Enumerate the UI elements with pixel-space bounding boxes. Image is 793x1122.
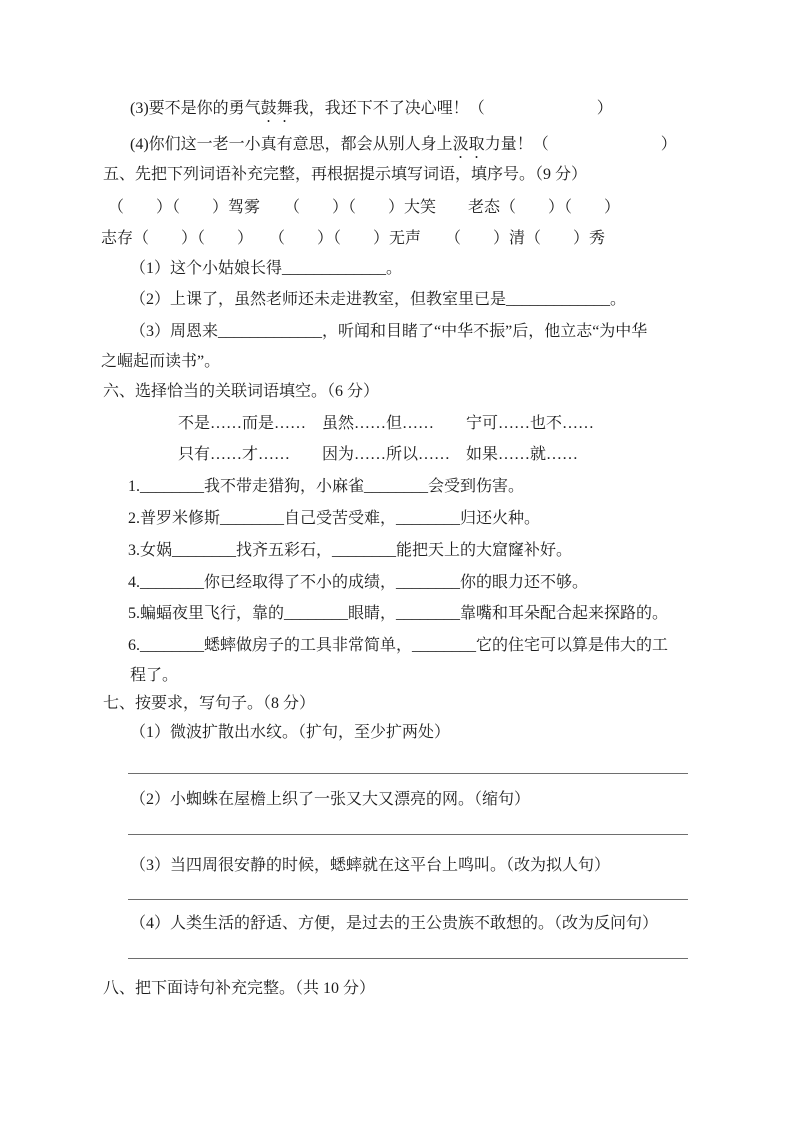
- q4-item4-post: 力量！（ ）: [484, 136, 677, 153]
- q7-answer-line-2: [128, 834, 688, 835]
- q7-answer-line-3: [128, 899, 688, 900]
- q6-item-6-continuation: 程了。: [130, 667, 179, 684]
- q6-options-row-1: 不是……而是…… 虽然……但…… 宁可……也不……: [178, 415, 595, 432]
- q5-word-row-2: 志存（ ）（ ） （ ）（ ）无声 （ ）清（ ）秀: [101, 230, 606, 247]
- q4-item4-pre: (4)你们这一老一小真有意思，都会从别人身上: [130, 136, 453, 153]
- q5-sub-item-3-continuation: 之崛起而读书”。: [101, 353, 221, 370]
- q7-item-3: （3）当四周很安静的时候，蟋蟀就在这平台上鸣叫。（改为拟人句）: [130, 857, 611, 874]
- q5-title: 五、先把下列词语补充完整，再根据提示填写词语，填序号。（9 分）: [103, 166, 588, 183]
- q4-item3-post: 我，我还下不了决心哩！（ ）: [292, 100, 613, 117]
- q6-options-row-2: 只有……才…… 因为……所以…… 如果……就……: [178, 446, 579, 463]
- q5-sub-item-1: （1）这个小姑娘长得_____________。: [130, 260, 403, 277]
- q7-title: 七、按要求，写句子。（8 分）: [103, 695, 316, 712]
- q5-word-row-1: （ ）（ ）驾雾 （ ）（ ）大笑 老态（ ）（ ）: [108, 199, 621, 216]
- q7-item-1: （1）微波扩散出水纹。（扩句，至少扩两处）: [130, 724, 451, 741]
- q6-item-4: 4.________你已经取得了不小的成绩，________你的眼力还不够。: [128, 574, 589, 591]
- q7-item-4: （4）人类生活的舒适、方便，是过去的王公贵族不敢想的。（改为反问句）: [130, 915, 659, 932]
- q6-item-6: 6.________蟋蟀做房子的工具非常简单，________它的住宅可以算是伟大的工: [128, 637, 669, 654]
- q6-item-5: 5.蝙蝠夜里飞行，靠的________眼睛，________靠嘴和耳朵配合起来探路的。: [128, 605, 669, 622]
- q6-item-2: 2.普罗米修斯________自己受苦受难，________归还火种。: [128, 510, 541, 527]
- q8-title: 八、把下面诗句补充完整。（共 10 分）: [103, 980, 376, 997]
- q6-item-3: 3.女娲________找齐五彩石，________能把天上的大窟窿补好。: [128, 542, 573, 559]
- q4-item-3: [130, 99, 613, 126]
- q6-title: 六、选择恰当的关联词语填空。（6 分）: [103, 383, 380, 400]
- q7-item-2: （2）小蜘蛛在屋檐上织了一张又大又漂亮的网。（缩句）: [130, 791, 531, 808]
- q7-answer-line-4: [128, 958, 688, 959]
- q4-item3-pre: (3)要不是你的勇气: [130, 100, 261, 117]
- q7-answer-line-1: [128, 773, 688, 774]
- q5-sub-item-3: （3）周恩来_____________，听闻和目睹了“中华不振”后，他立志“为中华: [130, 323, 648, 340]
- q4-item-4: [130, 135, 677, 162]
- q6-item-1: 1.________我不带走猎狗，小麻雀________会受到伤害。: [128, 478, 525, 495]
- q4-item3-emphasized-word: 鼓舞: [260, 100, 293, 117]
- q4-item4-emphasized-word: 汲取: [452, 136, 485, 153]
- q5-sub-item-2: （2）上课了，虽然老师还未走进教室，但教室里已是_____________。: [130, 291, 627, 308]
